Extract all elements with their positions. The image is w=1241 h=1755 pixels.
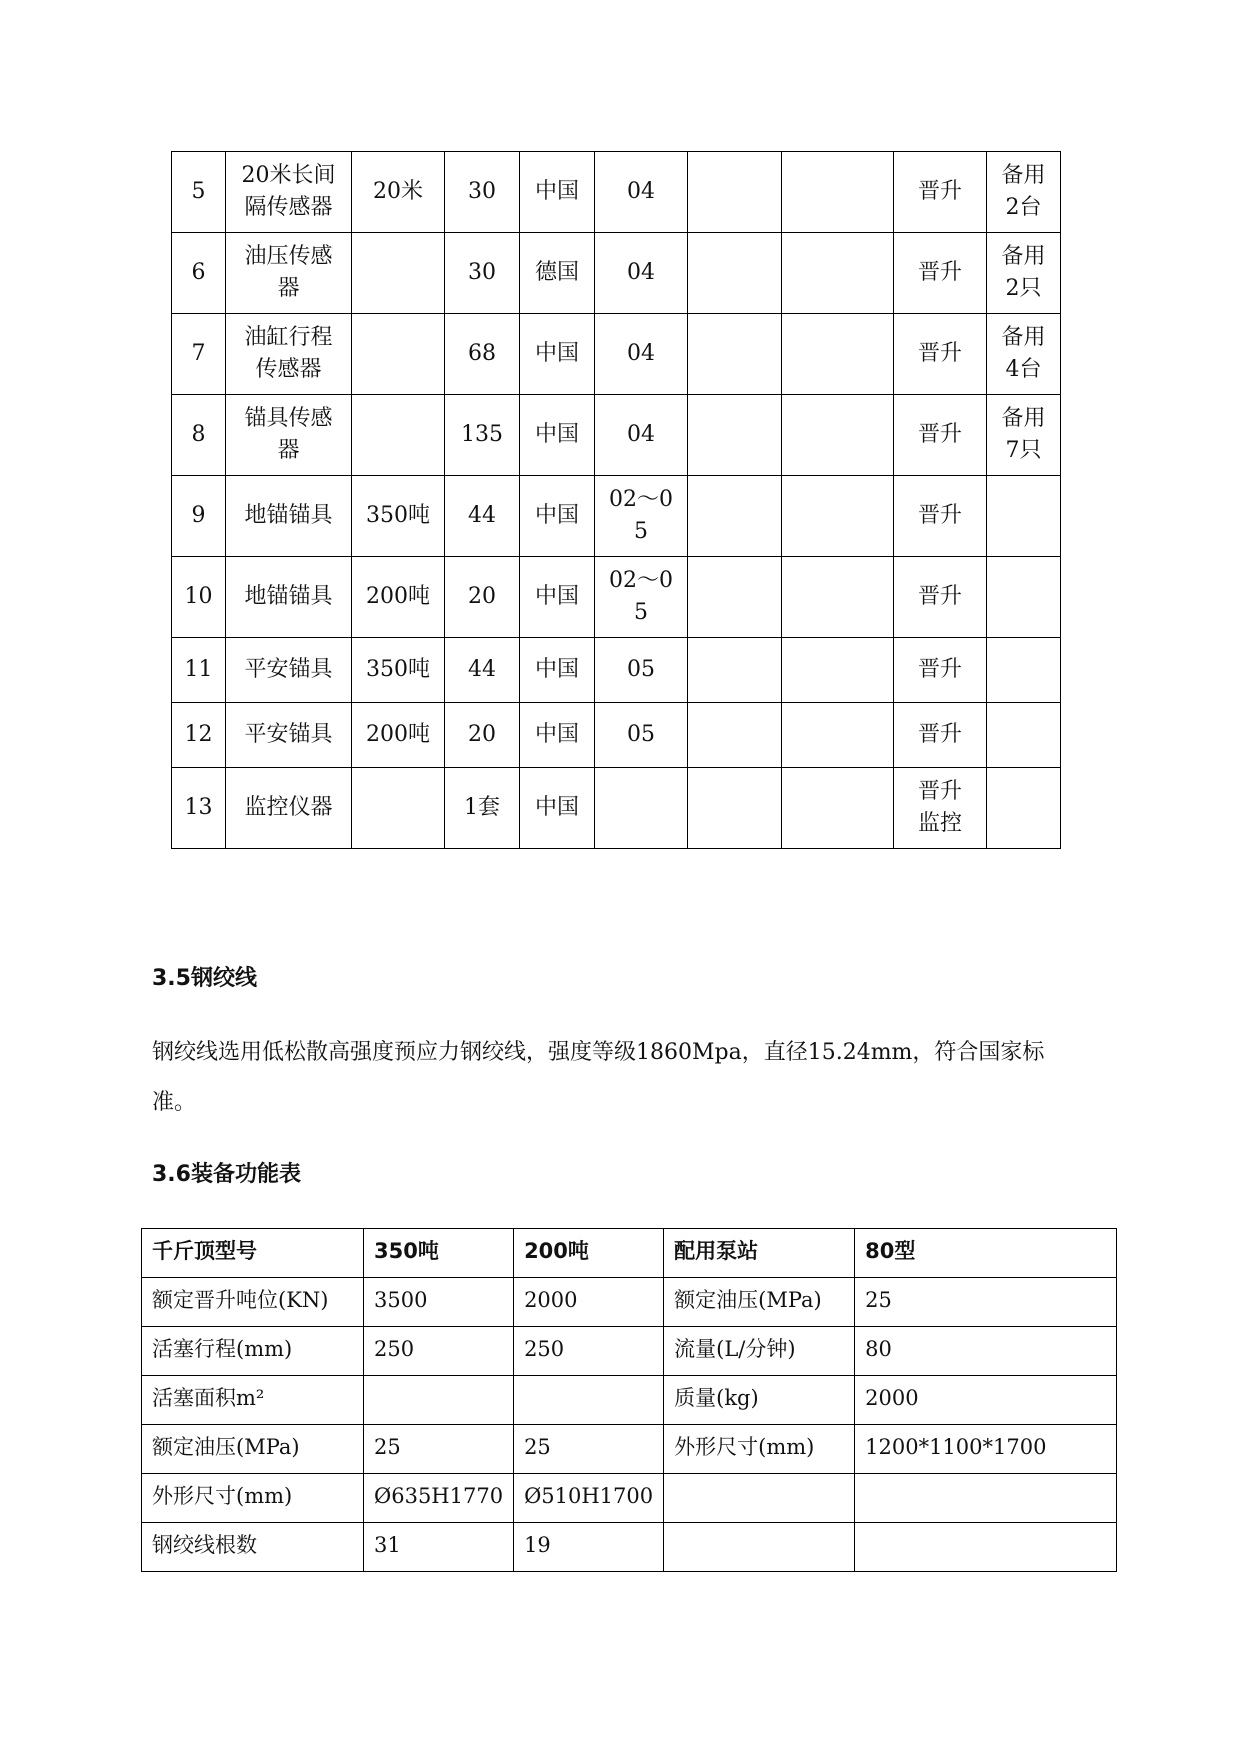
cell-c8 (782, 557, 894, 638)
cell-qty: 135 (445, 395, 520, 476)
cell-line: 05 (627, 722, 655, 747)
cell-line: 备用 (1001, 163, 1046, 188)
cell-line: 监控 (917, 811, 962, 836)
table-cell: 质量(kg) (664, 1376, 855, 1425)
cell-line: 备用 (1001, 325, 1046, 350)
cell-c7 (688, 638, 782, 703)
cell-note (987, 703, 1061, 768)
cell-line: 05 (627, 657, 655, 682)
table-cell: 额定晋升吨位(KN) (142, 1278, 364, 1327)
cell-status (595, 768, 688, 849)
cell-c7 (688, 395, 782, 476)
cell-line: 晋升 (917, 722, 962, 747)
cell-origin: 中国 (520, 314, 595, 395)
table-row (142, 1327, 1117, 1376)
cell-origin: 中国 (520, 152, 595, 233)
cell-status (595, 557, 688, 638)
cell-c8 (782, 395, 894, 476)
equipment-table-body (172, 152, 1061, 849)
cell-no: 13 (172, 768, 226, 849)
cell-origin: 中国 (520, 557, 595, 638)
table-cell: 额定油压(MPa) (142, 1425, 364, 1474)
cell-name (226, 152, 352, 233)
table-cell: 25 (364, 1425, 514, 1474)
cell-line: 器 (277, 276, 300, 301)
table-row (172, 314, 1061, 395)
cell-no: 9 (172, 476, 226, 557)
cell-use (894, 476, 987, 557)
cell-name (226, 768, 352, 849)
cell-spec: 350吨 (352, 638, 445, 703)
cell-line: 平安锚具 (244, 722, 333, 747)
cell-origin: 中国 (520, 768, 595, 849)
cell-no: 6 (172, 233, 226, 314)
cell-origin: 中国 (520, 638, 595, 703)
cell-status (595, 233, 688, 314)
table-row (172, 233, 1061, 314)
cell-line: 晋升 (917, 341, 962, 366)
cell-no: 10 (172, 557, 226, 638)
cell-qty: 30 (445, 233, 520, 314)
cell-qty: 44 (445, 638, 520, 703)
cell-spec (352, 233, 445, 314)
cell-c7 (688, 314, 782, 395)
cell-c8 (782, 768, 894, 849)
equipment-function-table (141, 1228, 1117, 1572)
cell-line: 传感器 (255, 357, 322, 382)
cell-qty: 68 (445, 314, 520, 395)
cell-line: 5 (634, 600, 648, 625)
cell-note (987, 152, 1061, 233)
cell-line: 04 (627, 260, 655, 285)
cell-spec (352, 768, 445, 849)
cell-origin: 中国 (520, 476, 595, 557)
header-cell: 200吨 (514, 1229, 664, 1278)
table-cell: 25 (514, 1425, 664, 1474)
equipment-function-table-body (142, 1229, 1117, 1572)
cell-note (987, 476, 1061, 557)
cell-line: 隔传感器 (244, 195, 333, 220)
table-cell (855, 1474, 1117, 1523)
cell-note (987, 395, 1061, 476)
table-row (172, 395, 1061, 476)
cell-origin: 德国 (520, 233, 595, 314)
cell-no: 12 (172, 703, 226, 768)
cell-name (226, 703, 352, 768)
cell-qty: 20 (445, 557, 520, 638)
table-cell: 流量(L/分钟) (664, 1327, 855, 1376)
cell-status (595, 703, 688, 768)
cell-c7 (688, 703, 782, 768)
table-row (142, 1474, 1117, 1523)
cell-spec (352, 314, 445, 395)
table-cell: 80 (855, 1327, 1117, 1376)
table-cell: 2000 (514, 1278, 664, 1327)
cell-line: 20米长间 (241, 163, 336, 188)
cell-line: 锚具传感 (244, 406, 333, 431)
cell-use (894, 395, 987, 476)
cell-qty: 20 (445, 703, 520, 768)
cell-line: 晋升 (917, 503, 962, 528)
cell-c7 (688, 557, 782, 638)
cell-name (226, 395, 352, 476)
cell-qty: 44 (445, 476, 520, 557)
table-cell: 31 (364, 1523, 514, 1572)
header-cell: 配用泵站 (664, 1229, 855, 1278)
header-cell: 80型 (855, 1229, 1117, 1278)
table-cell: 250 (514, 1327, 664, 1376)
table-row (172, 557, 1061, 638)
cell-name (226, 314, 352, 395)
table-row (172, 638, 1061, 703)
cell-name (226, 233, 352, 314)
cell-spec: 200吨 (352, 557, 445, 638)
cell-c7 (688, 233, 782, 314)
cell-status (595, 152, 688, 233)
cell-note (987, 314, 1061, 395)
table-cell (364, 1376, 514, 1425)
table-cell: Ø510H1700 (514, 1474, 664, 1523)
cell-note (987, 768, 1061, 849)
header-cell: 350吨 (364, 1229, 514, 1278)
cell-line: 晋升 (917, 657, 962, 682)
table-cell: 1200*1100*1700 (855, 1425, 1117, 1474)
cell-name (226, 557, 352, 638)
cell-line: 04 (627, 179, 655, 204)
cell-line: 晋升 (917, 179, 962, 204)
table-cell: 外形尺寸(mm) (142, 1474, 364, 1523)
cell-line: 5 (634, 519, 648, 544)
cell-line: 02～0 (609, 568, 673, 593)
cell-use (894, 314, 987, 395)
cell-line: 晋升 (917, 779, 962, 804)
cell-line: 油缸行程 (244, 325, 333, 350)
cell-status (595, 476, 688, 557)
cell-c8 (782, 476, 894, 557)
cell-line: 02～0 (609, 487, 673, 512)
cell-use (894, 152, 987, 233)
table-row (172, 768, 1061, 849)
cell-qty: 30 (445, 152, 520, 233)
cell-line: 备用 (1001, 244, 1046, 269)
cell-c8 (782, 152, 894, 233)
cell-spec: 200吨 (352, 703, 445, 768)
table-cell (855, 1523, 1117, 1572)
cell-line: 04 (627, 341, 655, 366)
table-header-row (142, 1229, 1117, 1278)
cell-c8 (782, 233, 894, 314)
cell-line: 晋升 (917, 584, 962, 609)
cell-spec: 350吨 (352, 476, 445, 557)
cell-line: 晋升 (917, 260, 962, 285)
table-row (172, 703, 1061, 768)
cell-c8 (782, 638, 894, 703)
table-cell: 活塞面积m² (142, 1376, 364, 1425)
table-row (172, 152, 1061, 233)
cell-use (894, 703, 987, 768)
cell-line: 监控仪器 (244, 795, 333, 820)
cell-line: 油压传感 (244, 244, 333, 269)
table-cell: 19 (514, 1523, 664, 1572)
table-cell: 外形尺寸(mm) (664, 1425, 855, 1474)
cell-use (894, 557, 987, 638)
table-row (142, 1376, 1117, 1425)
cell-status (595, 314, 688, 395)
table-cell: 活塞行程(mm) (142, 1327, 364, 1376)
table-cell (664, 1474, 855, 1523)
table-cell: 25 (855, 1278, 1117, 1327)
table-row (172, 476, 1061, 557)
cell-qty: 1套 (445, 768, 520, 849)
cell-no: 5 (172, 152, 226, 233)
table-cell: 250 (364, 1327, 514, 1376)
cell-line: 7只 (1005, 438, 1042, 463)
header-cell: 千斤顶型号 (142, 1229, 364, 1278)
table-cell (514, 1376, 664, 1425)
section-heading-3-5: 3.5钢绞线 (152, 966, 257, 991)
cell-c7 (688, 152, 782, 233)
section-heading-3-6: 3.6装备功能表 (152, 1162, 301, 1187)
cell-line: 2台 (1005, 195, 1042, 220)
cell-line: 晋升 (917, 422, 962, 447)
equipment-table (171, 151, 1061, 849)
cell-c7 (688, 476, 782, 557)
cell-note (987, 638, 1061, 703)
cell-c7 (688, 768, 782, 849)
cell-name (226, 476, 352, 557)
table-cell: Ø635H1770 (364, 1474, 514, 1523)
cell-origin: 中国 (520, 395, 595, 476)
cell-no: 8 (172, 395, 226, 476)
table-cell: 2000 (855, 1376, 1117, 1425)
cell-c8 (782, 703, 894, 768)
table-row (142, 1278, 1117, 1327)
table-row (142, 1523, 1117, 1572)
cell-line: 备用 (1001, 406, 1046, 431)
cell-no: 11 (172, 638, 226, 703)
cell-line: 平安锚具 (244, 657, 333, 682)
cell-line: 4台 (1005, 357, 1042, 382)
cell-note (987, 233, 1061, 314)
cell-use (894, 768, 987, 849)
cell-line: 地锚锚具 (244, 503, 333, 528)
cell-use (894, 638, 987, 703)
cell-status (595, 395, 688, 476)
cell-c8 (782, 314, 894, 395)
cell-spec: 20米 (352, 152, 445, 233)
cell-use (894, 233, 987, 314)
cell-note (987, 557, 1061, 638)
cell-origin: 中国 (520, 703, 595, 768)
cell-name (226, 638, 352, 703)
cell-no: 7 (172, 314, 226, 395)
table-cell: 额定油压(MPa) (664, 1278, 855, 1327)
cell-line: 2只 (1005, 276, 1042, 301)
table-cell: 3500 (364, 1278, 514, 1327)
table-row (142, 1425, 1117, 1474)
table-cell: 钢绞线根数 (142, 1523, 364, 1572)
steel-strand-paragraph: 钢绞线选用低松散高强度预应力钢绞线，强度等级1860Mpa，直径15.24mm，符合国家标准。 (152, 1040, 1045, 1115)
cell-line: 04 (627, 422, 655, 447)
cell-line: 地锚锚具 (244, 584, 333, 609)
cell-status (595, 638, 688, 703)
table-cell (664, 1523, 855, 1572)
cell-line: 器 (277, 438, 300, 463)
cell-spec (352, 395, 445, 476)
